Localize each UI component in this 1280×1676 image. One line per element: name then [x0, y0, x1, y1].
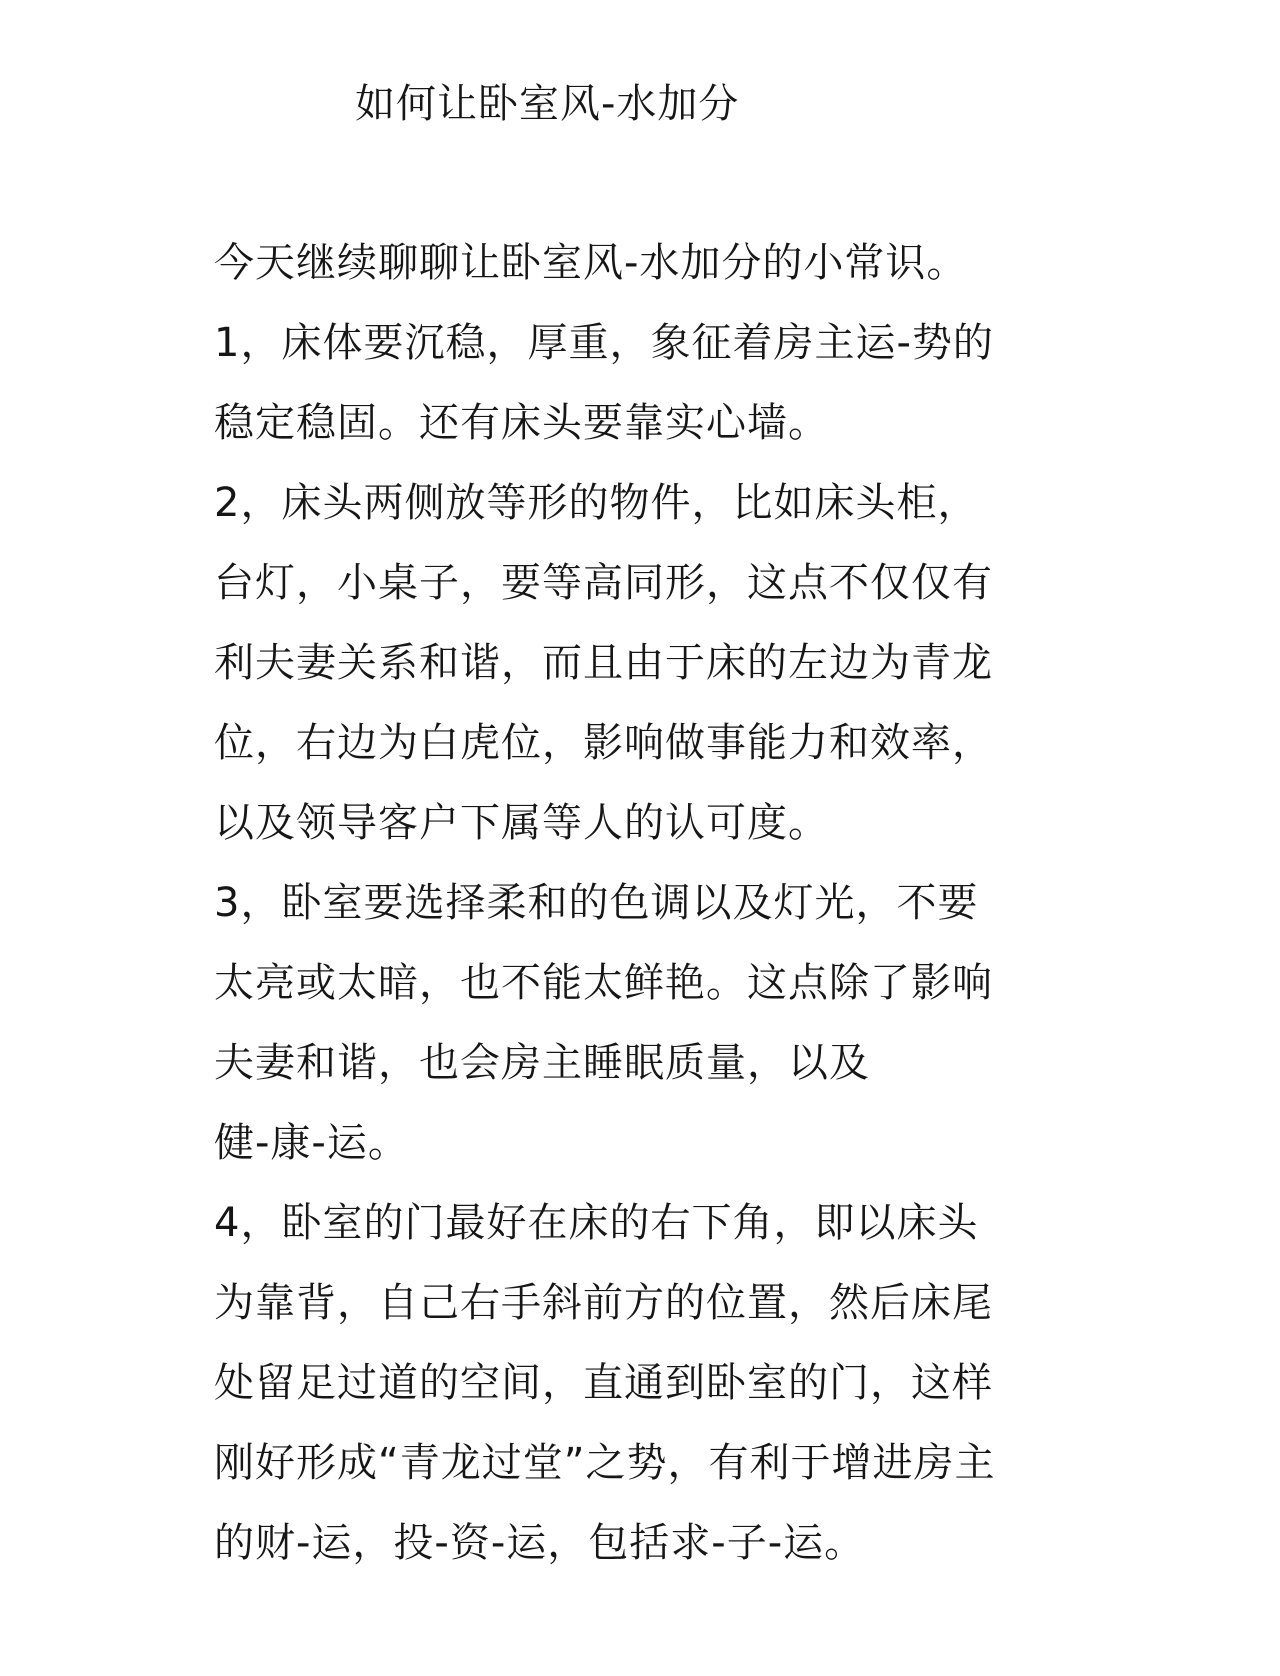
text-line: 以及领导客户下属等人的认可度。 [214, 800, 829, 846]
text-line: 位，右边为白虎位，影响做事能力和效率， [214, 720, 993, 766]
text-line: 稳定稳固。还有床头要靠实心墙。 [214, 400, 829, 446]
article-title: 如何让卧室风-水加分 [355, 81, 740, 127]
text-line: 健-康-运。 [214, 1120, 409, 1166]
text-line: 的财-运，投-资-运，包括求-子-运。 [214, 1520, 866, 1566]
text-line-point-1: 1，床体要沉稳，厚重，象征着房主运-势的 [214, 320, 994, 366]
text-line: 刚好形成“青龙过堂”之势，有利于增进房主 [214, 1440, 996, 1486]
text-line: 太亮或太暗，也不能太鲜艳。这点除了影响 [214, 960, 993, 1006]
text-line: 台灯，小桌子，要等高同形，这点不仅仅有 [214, 560, 993, 606]
text-line: 为靠背，自己右手斜前方的位置，然后床尾 [214, 1280, 993, 1326]
article-body [214, 236, 1074, 1596]
text-line: 夫妻和谐，也会房主睡眠质量，以及 [214, 1040, 870, 1086]
text-line: 利夫妻关系和谐，而且由于床的左边为青龙 [214, 640, 993, 686]
text-line-intro: 今天继续聊聊让卧室风-水加分的小常识。 [214, 240, 968, 286]
text-line: 处留足过道的空间，直通到卧室的门，这样 [214, 1360, 993, 1406]
text-line-point-3: 3，卧室要选择柔和的色调以及灯光，不要 [214, 880, 979, 926]
text-line-point-4: 4，卧室的门最好在床的右下角，即以床头 [214, 1200, 979, 1246]
text-line-point-2: 2，床头两侧放等形的物件，比如床头柜， [214, 480, 979, 526]
